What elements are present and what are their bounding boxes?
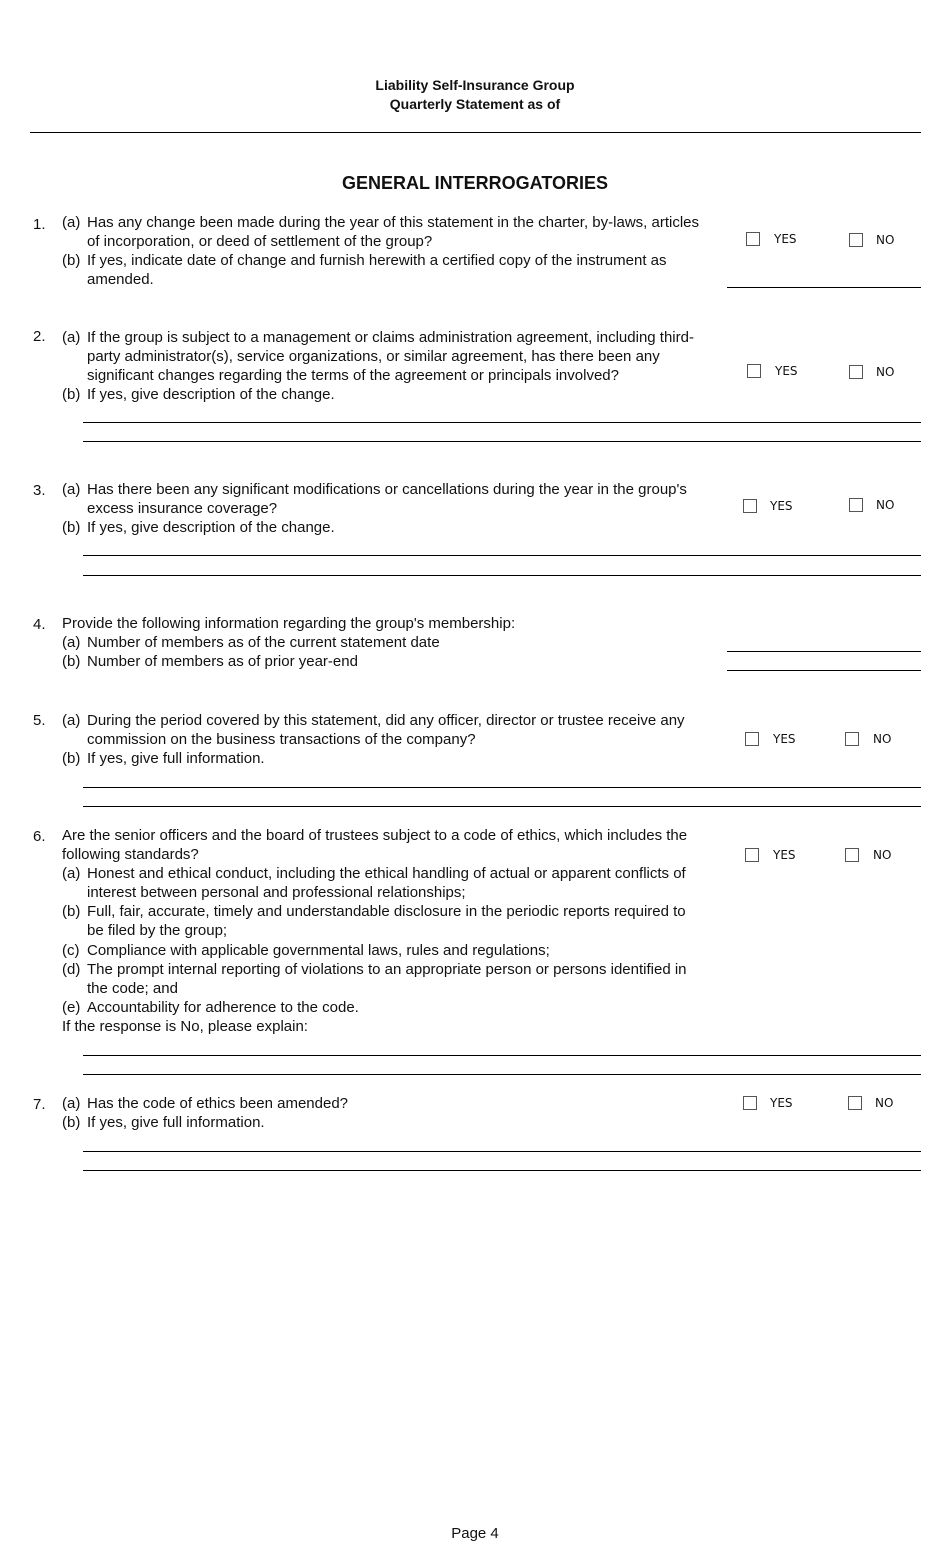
q5-number: 5.: [33, 712, 46, 729]
q1-a-line2: of incorporation, or deed of settlement of the group?: [87, 233, 433, 250]
q6-e-line1: (e) Accountability for adherence to the code.: [62, 999, 359, 1016]
q7-information-line-1[interactable]: [83, 1151, 921, 1152]
q2-number: 2.: [33, 328, 46, 345]
q7-yes-label: YES: [770, 1096, 793, 1110]
q6-c-line1: (c) Compliance with applicable governmental laws, rules and regulations;: [62, 942, 550, 959]
q4-number: 4.: [33, 616, 46, 633]
q1-no-label: NO: [876, 233, 895, 247]
q5-information-line-1[interactable]: [83, 787, 921, 788]
q1-b-line2: amended.: [87, 271, 154, 288]
q6-a-line2: interest between personal and professional relationships;: [87, 884, 466, 901]
q7-a-line1: (a) Has the code of ethics been amended?: [62, 1095, 349, 1112]
q4-current-members-line[interactable]: [727, 651, 921, 652]
page-number: Page 4: [451, 1525, 499, 1542]
q6-number: 6.: [33, 828, 46, 845]
q4-b-line1: (b) Number of members as of prior year-end: [62, 653, 358, 670]
q2-a-line2: party administrator(s), service organizations, or similar agreement, has there been any: [87, 348, 660, 365]
q6-a-line1: (a) Honest and ethical conduct, including the ethical handling of actual or apparent conflicts of: [62, 865, 686, 882]
q4-prior-members-line[interactable]: [727, 670, 921, 671]
q6-explanation-line-1[interactable]: [83, 1055, 921, 1056]
q6-no-checkbox[interactable]: [845, 848, 859, 862]
q7-number: 7.: [33, 1096, 46, 1113]
q3-number: 3.: [33, 482, 46, 499]
q3-no-label: NO: [876, 498, 895, 512]
q7-no-checkbox[interactable]: [848, 1096, 862, 1110]
q3-yes-checkbox[interactable]: [743, 499, 757, 513]
q6-b-line2: be filed by the group;: [87, 922, 228, 939]
q3-a-line2: excess insurance coverage?: [87, 500, 278, 517]
q5-information-line-2[interactable]: [83, 806, 921, 807]
q4-intro: Provide the following information regarding the group's membership:: [62, 615, 516, 632]
q5-a-line2: commission on the business transactions of the company?: [87, 731, 476, 748]
q7-no-label: NO: [875, 1096, 894, 1110]
q6-yes-checkbox[interactable]: [745, 848, 759, 862]
q2-no-checkbox[interactable]: [849, 365, 863, 379]
q5-b-line1: (b) If yes, give full information.: [62, 750, 265, 767]
q3-a-line1: (a) Has there been any significant modifications or cancellations during the year in the group's: [62, 481, 687, 498]
q5-no-label: NO: [873, 732, 892, 746]
q1-b-line1: (b) If yes, indicate date of change and furnish herewith a certified copy of the instrument as: [62, 252, 667, 269]
q6-intro-line1: Are the senior officers and the board of trustees subject to a code of ethics, which includes the: [62, 827, 688, 844]
q3-no-checkbox[interactable]: [849, 498, 863, 512]
q5-yes-checkbox[interactable]: [745, 732, 759, 746]
header-divider: [30, 132, 921, 133]
q5-yes-label: YES: [773, 732, 796, 746]
q6-d-line1: (d) The prompt internal reporting of violations to an appropriate person or persons identified in: [62, 961, 687, 978]
group-name: Liability Self-Insurance Group: [375, 77, 575, 93]
statement-period: Quarterly Statement as of: [389, 96, 561, 112]
q2-yes-checkbox[interactable]: [747, 364, 761, 378]
q5-a-line1: (a) During the period covered by this statement, did any officer, director or trustee receive any: [62, 712, 685, 729]
q4-a-line1: (a) Number of members as of the current statement date: [62, 634, 440, 651]
q2-a-line3: significant changes regarding the terms of the agreement or principals involved?: [87, 367, 619, 384]
q2-no-label: NO: [876, 365, 895, 379]
q6-explanation-line-2[interactable]: [83, 1074, 921, 1075]
q6-no-label: NO: [873, 848, 892, 862]
q3-description-line-2[interactable]: [83, 575, 921, 576]
q7-information-line-2[interactable]: [83, 1170, 921, 1171]
q2-a-line1: (a) If the group is subject to a management or claims administration agreement, including third-: [62, 329, 694, 346]
q3-b-line1: (b) If yes, give description of the change.: [62, 519, 335, 536]
q1-yes-label: YES: [774, 232, 797, 246]
q5-no-checkbox[interactable]: [845, 732, 859, 746]
q1-number: 1.: [33, 216, 46, 233]
q6-yes-label: YES: [773, 848, 796, 862]
q6-b-line1: (b) Full, fair, accurate, timely and understandable disclosure in the periodic reports required to: [62, 903, 686, 920]
q7-b-line1: (b) If yes, give full information.: [62, 1114, 265, 1131]
q3-description-line-1[interactable]: [83, 555, 921, 556]
q2-description-line-1[interactable]: [83, 422, 921, 423]
q6-intro-line2: following standards?: [62, 846, 199, 863]
q1-yes-checkbox[interactable]: [746, 232, 760, 246]
q6-explain: If the response is No, please explain:: [62, 1018, 308, 1035]
q6-d-line2: the code; and: [87, 980, 178, 997]
q2-b-line1: (b) If yes, give description of the change.: [62, 386, 335, 403]
q1-no-checkbox[interactable]: [849, 233, 863, 247]
q1-a-line1: (a) Has any change been made during the year of this statement in the charter, by-laws, articles: [62, 214, 699, 231]
q7-yes-checkbox[interactable]: [743, 1096, 757, 1110]
page-title: GENERAL INTERROGATORIES: [341, 173, 609, 193]
q3-yes-label: YES: [770, 499, 793, 513]
q2-yes-label: YES: [775, 364, 798, 378]
q1-answer-line[interactable]: [727, 287, 921, 288]
q2-description-line-2[interactable]: [83, 441, 921, 442]
